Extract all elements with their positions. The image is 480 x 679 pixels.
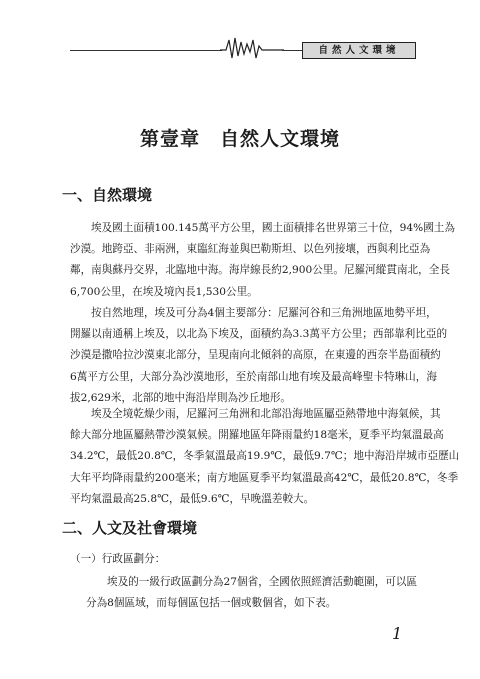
text-line: 餘大部分地區屬熱帶沙漠氣候。開羅地區年降雨量約18毫米，夏季平均氣溫最高	[70, 429, 444, 442]
text-line: 埃及的一級行政區劃分為27個省，全國依照經濟活動範圍，可以區	[107, 576, 418, 588]
section-heading-humanities-society: 二、人文及社會環境	[62, 519, 198, 537]
page-number: 1	[392, 624, 403, 643]
paragraph-administrative-divisions	[86, 572, 416, 614]
text-line: 拔2,629米，北部的地中海沿岸則為沙丘地形。	[70, 391, 292, 404]
header-section-tag-text: 自然人文環境	[318, 45, 400, 56]
text-line: 平均氣溫最高25.8℃，最低9.6℃，早晚溫差較大。	[70, 492, 315, 505]
text-line: 分為8個區域，而每個區包括一個或數個省，如下表。	[86, 597, 337, 610]
text-line: 大年平均降雨量約200毫米；南方地區夏季平均氣溫最高42℃，最低20.8℃，冬季	[70, 471, 459, 484]
text-line: 34.2℃，最低20.8℃，冬季氣溫最高19.9℃，最低9.7℃；地中海沿岸城市亞歷山	[70, 450, 460, 463]
text-line: 埃及全境乾燥少雨，尼羅河三角洲和北部沿海地區屬亞熱帶地中海氣候，其	[91, 408, 441, 420]
paragraph-geography	[70, 218, 455, 303]
sub-heading-administrative-divisions: （一）行政區劃分：	[70, 553, 166, 565]
paragraph-physical-regions	[70, 303, 448, 409]
heartbeat-wave-icon	[220, 36, 284, 60]
header-rule-right	[282, 50, 302, 51]
text-line: 沙漠。地跨亞、非兩洲，東臨紅海並與巴勒斯坦、以色列接壤，西與利比亞為	[70, 243, 431, 256]
text-line: 6,700公里，在埃及境內長1,530公里。	[70, 285, 258, 298]
text-line: 開羅以南通稱上埃及，以北為下埃及，面積約為3.3萬平方公里；西部靠利比亞的	[70, 328, 448, 341]
text-line: 埃及國土面積100.145萬平方公里，國土面積排名世界第三十位，94%國土為	[91, 222, 455, 234]
text-line: 沙漠是撒哈拉沙漠東北部分，呈現南向北傾斜的高原，在東邊的西奈半島面積約	[70, 349, 441, 362]
text-line: 按自然地理，埃及可分為4個主要部分：尼羅河谷和三角洲地區地勢平坦，	[91, 307, 437, 319]
paragraph-climate	[70, 404, 460, 510]
text-line: 6萬平方公里，大部分為沙漠地形，至於南部山地有埃及最高峰聖卡特琳山，海	[70, 370, 437, 383]
text-line: 鄰，南與蘇丹交界，北臨地中海。海岸線長約2,900公里。尼羅河縱貫南北，全長	[70, 264, 450, 277]
chapter-title: 第壹章 自然人文環境	[139, 128, 340, 150]
header-rule-left	[70, 50, 222, 51]
section-heading-natural-environment: 一、自然環境	[62, 186, 153, 204]
header-section-tag	[302, 42, 416, 59]
